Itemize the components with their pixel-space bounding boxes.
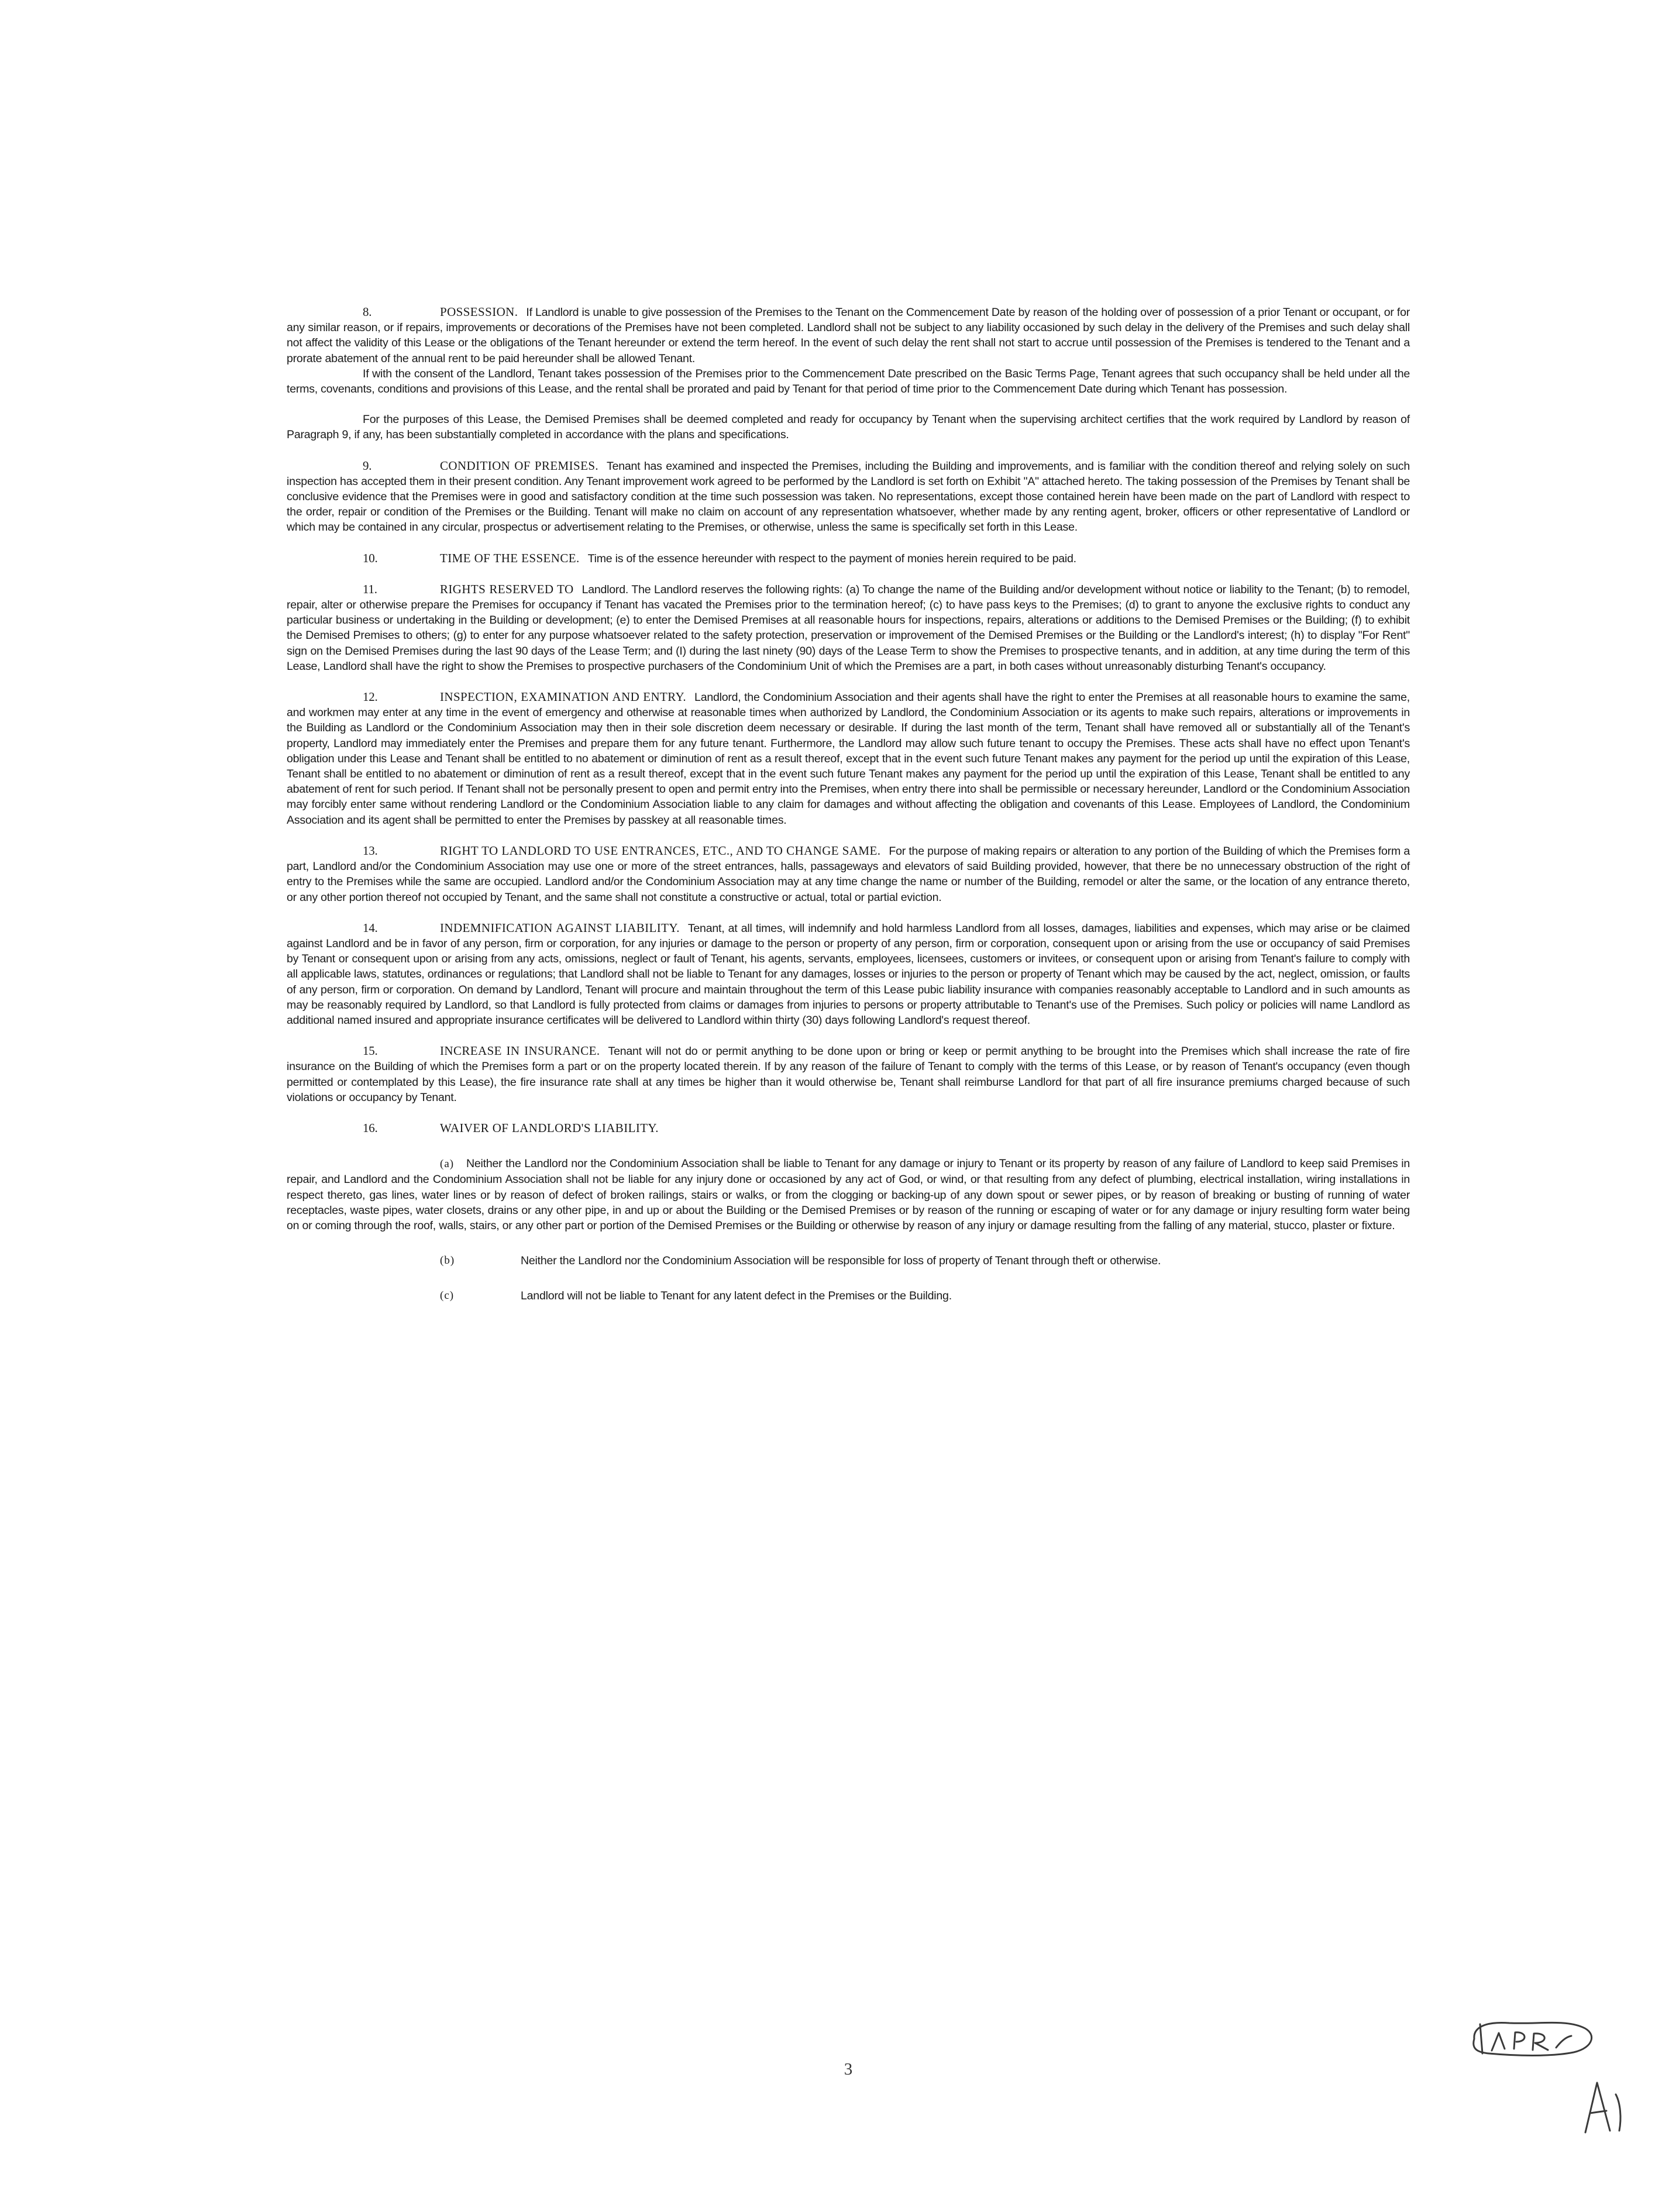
item-label: (a) (440, 1158, 455, 1171)
section-title: INDEMNIFICATION AGAINST LIABILITY. (440, 920, 680, 935)
section-11-paragraph (287, 582, 1410, 674)
item-text: Landlord will not be liable to Tenant for any latent defect in the Premises or the Building. (521, 1289, 952, 1303)
section-title: WAIVER OF LANDLORD'S LIABILITY. (440, 1120, 659, 1135)
item-text: Neither the Landlord nor the Condominium Association will be responsible for loss of property of Tenant through theft or otherwise. (521, 1254, 1161, 1268)
item-label: (c) (440, 1289, 455, 1302)
section-12-paragraph (287, 689, 1410, 828)
section-number: 10. (363, 551, 378, 565)
handwritten-initials-icon (1463, 2007, 1638, 2170)
section-8-paragraph-3: For the purposes of this Lease, the Demised Premises shall be deemed completed and ready for occupancy by Tenant when the supervising architect certifies that the work required by Landlord by reason of Paragraph 9, if any, has been substantially completed in accordance with the plans and specifications. (287, 413, 1410, 442)
section-15-paragraph (287, 1043, 1410, 1105)
item-text: Neither the Landlord nor the Condominium Association shall be liable to Tenant for any damage or injury to Tenant or its property by reason of any failure of Landlord to keep said Premises in repair, and Landlord and the Condominium Association shall not be liable for any injury done or occasioned by any act of God, or wind, or that resulting from any defect of plumbing, electrical installation, wiring installations in respect thereto, gas lines, water lines or by reason of defect of broken railings, stairs or walks, or from the clogging or backing-up of any down spout or sewer pipes, or by reason of breaking or busting of running of water receptacles, waste pipes, water closets, drains or any other pipe, in and up or about the Building or the Demised Premises or by reason of the running or escaping of water or for any damage or injury resulting form water being on or coming through the roof, walls, stairs, or any other part or portion of the Demised Premises or the Building or otherwise by reason of any injury or damage resulting from the falling of any material, stucco, plaster or fixture. (287, 1157, 1410, 1232)
section-title: INCREASE IN INSURANCE. (440, 1044, 600, 1058)
section-9-paragraph (287, 458, 1410, 535)
section-text: Tenant has examined and inspected the Premises, including the Building and improvements, and is familiar with the condition thereof and relying solely on such inspection has accepted them in their present condition. Any Tenant improvement work agreed to be performed by the Landlord is set forth on Exhibit "A" attached hereto. The taking possession of the Premises by Tenant shall be conclusive evidence that the Premises were in good and satisfactory condition at the time such possession was taken. No representations, except those contained herein have been made on the part of Landlord with respect to the order, repair or condition of the Premises or the Building. Tenant will make no claim on account of any representation whatsoever, whether made by any renting agent, broker, officers or other representative of Landlord or which may be contained in any circular, prospectus or advertisement relating to the Premises, or otherwise, unless the same is specifically set forth in this Lease. (287, 459, 1410, 534)
section-number: 14. (363, 920, 378, 935)
section-text: For the purpose of making repairs or alteration to any portion of the Building of which the Premises form a part, Landlord and/or the Condominium Association may use one or more of the street entrances, halls, passageways and elevators of said Building provided, however, that there be no unnecessary obstruction of the right of entry to the Premises while the same are occupied. Landlord and/or the Condominium Association may at any time change the name or number of the Building, remodel or alter the same, or the location of any entrance thereto, or any other portion thereof not occupied by Tenant, and the same shall not constitute a constructive or actual, total or partial eviction. (287, 844, 1410, 904)
lease-page-body (287, 304, 1410, 1304)
section-text: Landlord, the Condominium Association and their agents shall have the right to enter the Premises at all reasonable hours to examine the same, and workmen may enter at any time in the event of emergency and otherwise at reasonable times when authorized by Landlord, the Condominium Association or its agents to make such repairs, alterations or improvements in the Building as Landlord or the Condominium Association may then in their sole discretion deem necessary or desirable. If during the last month of the term, Tenant shall have removed all or substantially all of the Tenant's property, Landlord may immediately enter the Premises and prepare them for any future tenant. Furthermore, the Landlord may allow such future tenant to occupy the Premises. These acts shall have no effect upon Tenant's obligation under this Lease and Tenant shall be entitled to no abatement or diminution of rent as a result thereof, except that in the event such future Tenant makes any payment for the period up until the expiration of this Lease, Tenant shall be entitled to no abatement or diminution of rent as a result thereof, except that in the event such future Tenant makes any payment for the period up until the expiration of this Lease, Tenant shall be entitled to any abatement of rent for such period. If Tenant shall not be personally present to open and permit entry into the Premises, when entry there into shall be permissible or necessary hereunder, Landlord or the Condominium Association may forcibly enter same without rendering Landlord or the Condominium Association liable to any claim for damages and without affecting the obligation and covenants of this Lease. Employees of Landlord, the Condominium Association and its agent shall be permitted to enter the Premises by passkey at all reasonable times. (287, 691, 1410, 827)
section-text: If Landlord is unable to give possession of the Premises to the Tenant on the Commencement Date by reason of the holding over of possession of a prior Tenant or occupant, or for any similar reason, or if repairs, improvements or decorations of the Premises have not been completed. Landlord shall not be subject to any liability occasioned by such delay in the delivery of the Premises and such delay shall not affect the validity of this Lease or the obligations of the Tenant hereunder or extend the term hereof. In the event of such delay the rent shall not start to accrue until possession of the Premises is tendered to the Tenant and a prorate abatement of the annual rent to be paid hereunder shall be allowed Tenant. (287, 306, 1410, 365)
section-number: 15. (363, 1044, 378, 1058)
section-13-paragraph (287, 843, 1410, 905)
waiver-item-c (440, 1288, 1410, 1303)
section-8-paragraph (287, 304, 1410, 366)
section-number: 8. (363, 305, 372, 319)
section-10-paragraph (287, 551, 1410, 566)
section-title: TIME OF THE ESSENCE. (440, 551, 580, 565)
section-title: RIGHT TO LANDLORD TO USE ENTRANCES, ETC., AND TO CHANGE SAME. (440, 843, 881, 858)
section-number: 12. (363, 690, 378, 704)
section-text: Landlord. The Landlord reserves the following rights: (a) To change the name of the Building and/or development without notice or liability to the Tenant; (b) to remodel, repair, alter or otherwise prepare the Premises for occupancy if Tenant has vacated the Premises prior to the termination hereof; (c) to have pass keys to the Premises; (d) to grant to anyone the exclusive rights to conduct any particular business or undertaking in the Building or development; (e) to enter the Demised Premises at all reasonable hours for inspections, repairs, alterations or additions to the Demised Premises or the Building; (f) to exhibit the Demised Premises to others; (g) to enter for any purpose whatsoever related to the safety protection, preservation or improvement of the Demised Premises or the Building or the Landlord's interest; (h) to display "For Rent" sign on the Demised Premises during the last 90 days of the Lease Term; and (I) during the last ninety (90) days of the Lease Term to show the Premises to prospective tenants, and in addition, at any time during the term of this Lease, Landlord shall have the right to show the Premises to prospective purchasers of the Condominium Unit of which the Premises are a part, in both cases without unreasonably disturbing Tenant's occupancy. (287, 583, 1410, 673)
section-16-heading (287, 1120, 1410, 1136)
section-8-paragraph-2: If with the consent of the Landlord, Tenant takes possession of the Premises prior to the Commencement Date prescribed on the Basic Terms Page, Tenant agrees that such occupancy shall be held under all the terms, covenants, conditions and provisions of this Lease, and the rental shall be prorated and paid by Tenant for that period of time prior to the Commencement Date during which Tenant has possession. (287, 367, 1410, 396)
section-title: RIGHTS RESERVED TO (440, 582, 574, 596)
section-title: POSSESSION. (440, 305, 518, 319)
section-text: Tenant, at all times, will indemnify and hold harmless Landlord from all losses, damages, liabilities and expenses, which may arise or be claimed against Landlord and be in favor of any person, firm or corporation, for any injuries or damage to the person or property of any person, firm or corporation, consequent upon or arising from the use or occupancy of said Premises by Tenant or consequent upon or arising from any acts, omissions, neglect or fault of Tenant, his agents, servants, employees, licensees, customers or invitees, or consequent upon or arising from Tenant's failure to comply with all applicable laws, statutes, ordinances or regulations; that Landlord shall not be liable to Tenant for any damages, losses or injuries to the person or property of Tenant which may be caused by the act, neglect, omission, or faults of any person, firm or corporation. On demand by Landlord, Tenant will procure and maintain throughout the term of this Lease pubic liability insurance with companies reasonably acceptable to Landlord and in such amounts as may be reasonably required by Landlord, so that Landlord is fully protected from claims or damages from injuries to persons or property attributable to Tenant's use of the Premises. Such policy or policies will name Landlord as additional named insured and appropriate insurance certificates will be delivered to Landlord within thirty (30) days following Landlord's request thereof. (287, 921, 1410, 1027)
item-label: (b) (440, 1254, 455, 1267)
section-number: 9. (363, 458, 372, 473)
page-number: 3 (844, 2060, 853, 2079)
section-text: Tenant will not do or permit anything to be done upon or bring or keep or permit anything to be brought into the Premises which shall increase the rate of fire insurance on the Building of which the Premises form a part or on the property located therein. If by any reason of the failure of Tenant to comply with the terms of this Lease, or by reason of Tenant's occupancy (even though permitted or contemplated by this Lease), the fire insurance rate shall at any times be higher than it would otherwise be, Tenant shall reimburse Landlord for that part of all fire insurance premiums charged because of such violations or occupancy by Tenant. (287, 1045, 1410, 1104)
section-text: Time is of the essence hereunder with respect to the payment of monies herein required to be paid. (587, 552, 1076, 565)
section-title: INSPECTION, EXAMINATION AND ENTRY. (440, 690, 687, 704)
section-title: CONDITION OF PREMISES. (440, 458, 599, 473)
section-number: 13. (363, 843, 378, 858)
waiver-item-b (440, 1253, 1410, 1268)
waiver-item-a (287, 1156, 1410, 1233)
section-number: 16. (363, 1120, 378, 1135)
section-number: 11. (363, 582, 377, 596)
section-14-paragraph (287, 920, 1410, 1028)
